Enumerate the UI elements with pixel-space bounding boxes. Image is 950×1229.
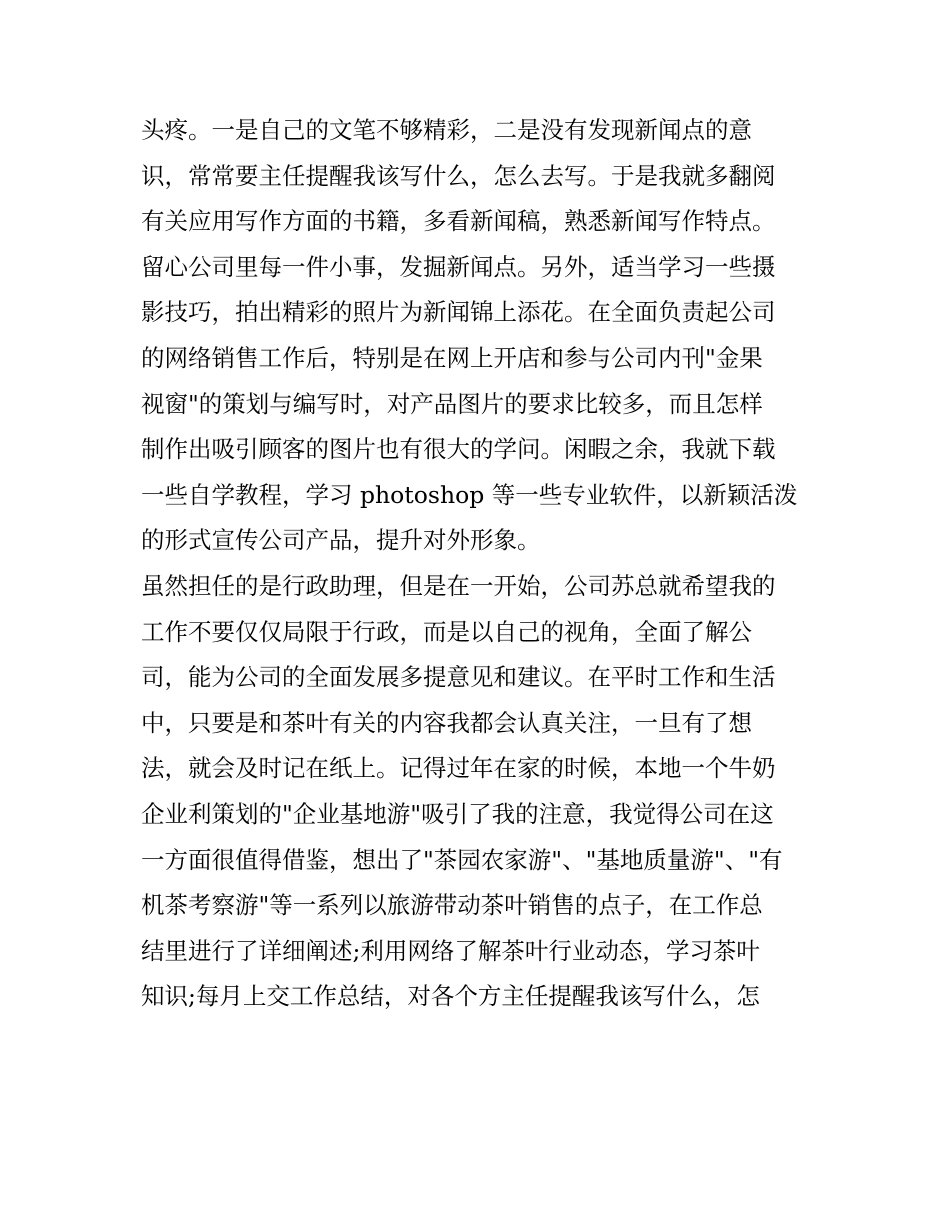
- text-line: 影技巧，拍出精彩的照片为新闻锦上添花。在全面负责起公司: [141, 298, 776, 327]
- text-line: 的网络销售工作后，特别是在网上开店和参与公司内刊"金果: [141, 343, 763, 372]
- text-line: 制作出吸引顾客的图片也有很大的学问。闲暇之余，我就下载: [141, 435, 776, 464]
- text-line: 头疼。一是自己的文笔不够精彩，二是没有发现新闻点的意: [141, 116, 752, 144]
- text-line: 中，只要是和茶叶有关的内容我都会认真关注，一旦有了想: [141, 708, 752, 737]
- text-line: 一方面很值得借鉴，想出了"茶园农家游"、"基地质量游"、"有: [141, 845, 783, 874]
- text-line: 结里进行了详细阐述;利用网络了解茶叶行业动态，学习茶叶: [141, 936, 760, 965]
- text-line: 留心公司里每一件小事，发掘新闻点。另外，适当学习一些摄: [141, 252, 776, 281]
- text-line: 企业利策划的"企业基地游"吸引了我的注意，我觉得公司在这: [141, 799, 774, 828]
- text-line: 视窗"的策划与编写时，对产品图片的要求比较多，而且怎样: [141, 389, 763, 418]
- text-line: 有关应用写作方面的书籍，多看新闻稿，熟悉新闻写作特点。: [141, 207, 776, 236]
- text-line: 机茶考察游"等一系列以旅游带动茶叶销售的点子，在工作总: [141, 891, 763, 920]
- text-line: 一些自学教程，学习 photoshop 等一些专业软件，以新颖活泼: [141, 480, 798, 509]
- text-line: 工作不要仅仅局限于行政，而是以自己的视角，全面了解公: [141, 617, 752, 646]
- text-line: 识，常常要主任提醒我该写什么，怎么去写。于是我就多翻阅: [141, 161, 776, 190]
- text-line: 虽然担任的是行政助理，但是在一开始，公司苏总就希望我的: [141, 571, 776, 600]
- text-line: 法，就会及时记在纸上。记得过年在家的时候，本地一个牛奶: [141, 754, 776, 783]
- text-line: 知识;每月上交工作总结，对各个方主任提醒我该写什么，怎: [141, 982, 760, 1011]
- text-line: 司，能为公司的全面发展多提意见和建议。在平时工作和生活: [141, 663, 776, 692]
- body-text: [141, 108, 821, 1020]
- text-line: 的形式宣传公司产品，提升对外形象。: [141, 526, 541, 555]
